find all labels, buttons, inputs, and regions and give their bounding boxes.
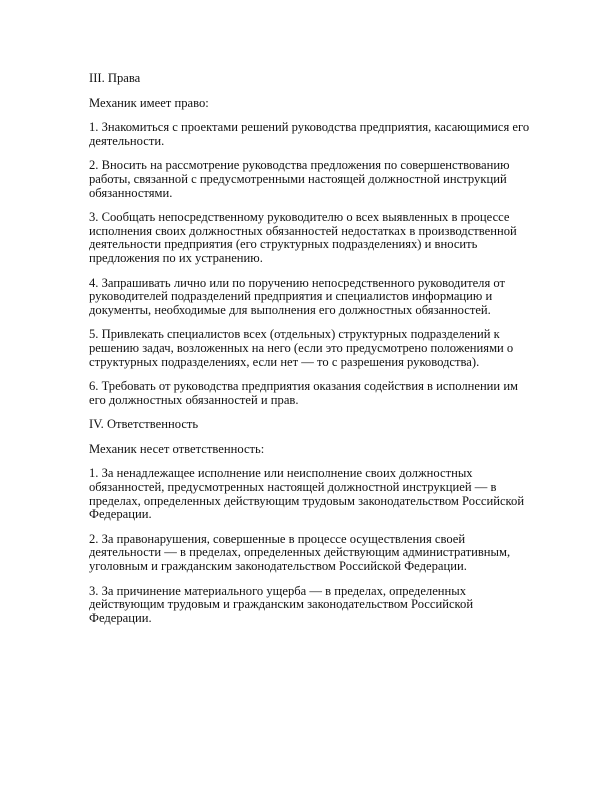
- section-heading-rights: III. Права: [89, 71, 141, 85]
- rights-item: 4. Запрашивать лично или по поручению непосредственного руководителя от руководителей подразделений предприятия и специалистов информацию и документы, необходимые для выполнения его должностных обязанностей.: [89, 275, 506, 317]
- rights-item: 3. Сообщать непосредственному руководителю о всех выявленных в процессе исполнения своих должностных обязанностей недостатках в производственной деятельности предприятия (его структурных подразделениях) и вносить предложения по их устранению.: [89, 210, 517, 265]
- rights-intro: Механик имеет право:: [89, 95, 209, 110]
- responsibility-item: 3. За причинение материального ущерба — в пределах, определенных действующим трудовым и гражданским законодательством Российской Федерации.: [89, 583, 474, 625]
- rights-item: 2. Вносить на рассмотрение руководства предложения по совершенствованию работы, связанной с предусмотренными настоящей должностной инструкций обязанностями.: [89, 158, 510, 200]
- responsibility-item: 1. За ненадлежащее исполнение или неисполнение своих должностных обязанностей, предусмотренных настоящей должностной инструкцией — в пределах, определенных действующим трудовым законодательством Российской Федерации.: [89, 466, 525, 522]
- responsibility-intro: Механик несет ответственность:: [89, 441, 265, 456]
- responsibility-item: 2. За правонарушения, совершенные в процессе осуществления своей деятельности — в пределах, определенных действующим административным, уголовным и гражданским законодательством Российской Федерации.: [89, 531, 511, 574]
- rights-item: 1. Знакомиться с проектами решений руководства предприятия, касающимися его деятельности.: [89, 120, 530, 148]
- rights-item: 5. Привлекать специалистов всех (отдельных) структурных подразделений к решению задач, возложенных на него (если это предусмотрено положениями о структурных подразделениях, если нет — то с разрешения руководства).: [89, 327, 514, 369]
- section-heading-responsibility: IV. Ответственность: [89, 417, 199, 432]
- rights-item: 6. Требовать от руководства предприятия оказания содействия в исполнении им его должностных обязанностей и прав.: [89, 379, 519, 407]
